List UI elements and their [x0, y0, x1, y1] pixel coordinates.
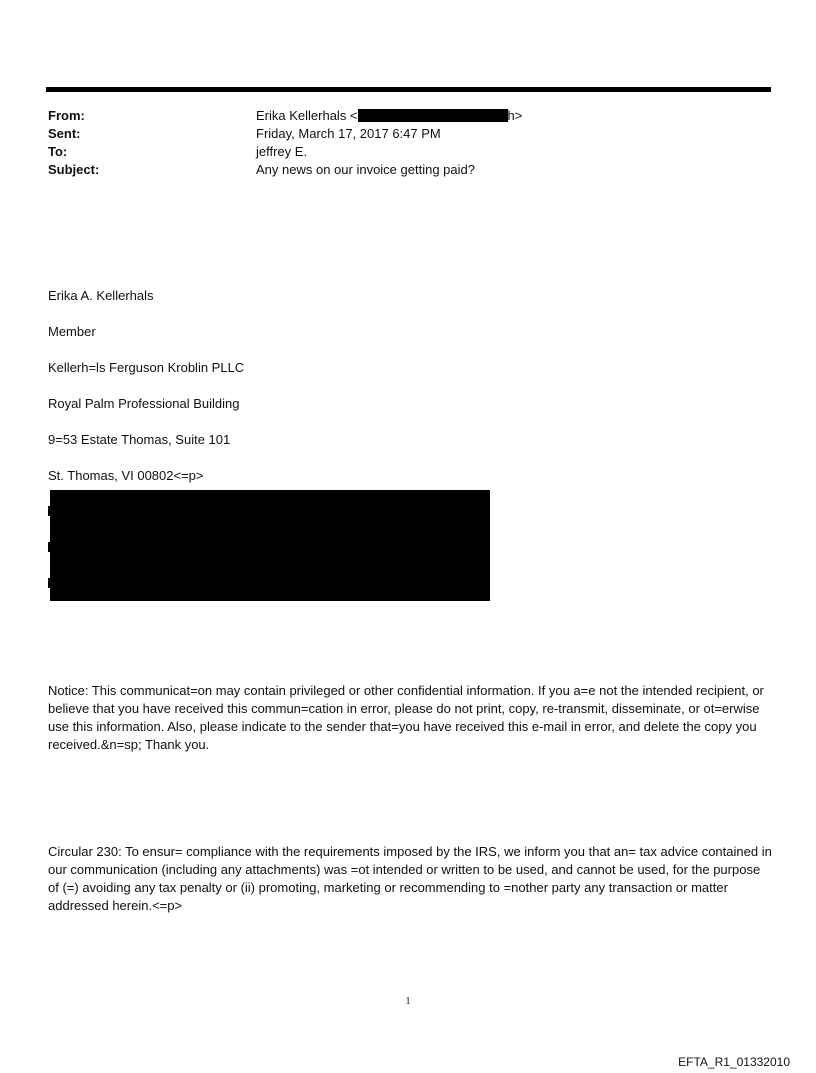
from-close: h> — [507, 108, 523, 123]
to-value: jeffrey E. — [256, 144, 308, 159]
email-redaction — [358, 109, 508, 122]
from-name: Erika Kellerhals < — [256, 108, 358, 123]
circular-230-paragraph: Circular 230: To ensur= compliance with the requirements imposed by the IRS, we inform you that an= tax advice contained in our communication (including any attachments) was =ot intended or written to be used, and cannot be used, for the purpose of (=) avoiding any tax penalty or (ii) promoting, marketing or recommending to =nother party any transaction or matter addressed herein.<=p> — [48, 844, 772, 913]
from-label: From: — [48, 108, 85, 123]
signature-city: St. Thomas, VI 00802<=p> — [48, 468, 204, 483]
signature-street: 9=53 Estate Thomas, Suite 101 — [48, 432, 231, 447]
redaction-edge — [48, 506, 51, 516]
header-rule — [46, 87, 771, 92]
document-id: EFTA_R1_01332010 — [678, 1055, 790, 1069]
redaction-edge — [48, 578, 51, 588]
signature-name: Erika A. Kellerhals — [48, 288, 154, 303]
subject-label: Subject: — [48, 162, 100, 177]
page-number: 1 — [405, 996, 411, 1007]
signature-firm: Kellerh=ls Ferguson Kroblin PLLC — [48, 360, 245, 375]
subject-value: Any news on our invoice getting paid? — [256, 162, 475, 177]
signature-building: Royal Palm Professional Building — [48, 396, 240, 411]
signature-title: Member — [48, 324, 96, 339]
sent-value: Friday, March 17, 2017 6:47 PM — [256, 126, 441, 141]
notice-paragraph: Notice: This communicat=on may contain privileged or other confidential information. If you a=e not the intended recipient, or believe that you have received this commun=cation in error, please do not print, copy, re-transmit, disseminate, or ot=erwise use this information. Also, please indicate to the sender that=you have received this e-mail in error, and delete the copy you received.&n=sp; Thank you. — [48, 683, 764, 752]
redaction-edge — [48, 542, 51, 552]
sent-label: Sent: — [48, 126, 81, 141]
from-value — [256, 107, 522, 125]
redaction-block — [50, 490, 490, 601]
to-label: To: — [48, 144, 68, 159]
